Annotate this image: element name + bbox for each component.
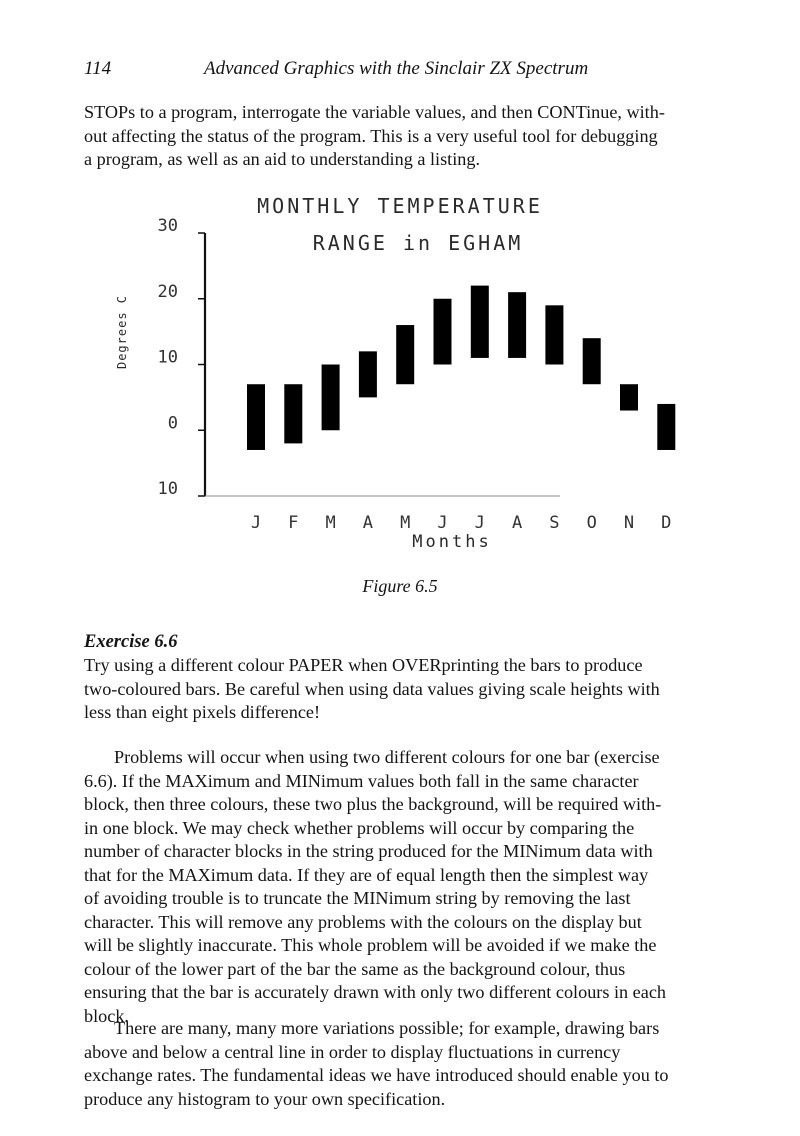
- figure-caption: Figure 6.5: [362, 576, 438, 596]
- text-line: character. This will remove any problems with the colours on the display but: [84, 911, 642, 932]
- paragraph-intro: [84, 101, 716, 172]
- text-line: less than eight pixels difference!: [84, 702, 321, 722]
- text-line: Try using a different colour PAPER when OVERprinting the bars to produce: [84, 655, 643, 675]
- text-line: above and below a central line in order to display fluctuations in currency: [84, 1041, 621, 1062]
- x-tick-label: M: [400, 513, 411, 533]
- y-tick-label: 0: [167, 413, 178, 434]
- y-tick-label: 20: [157, 281, 178, 302]
- text-line: of avoiding trouble is to truncate the MINimum string by removing the last: [84, 888, 631, 908]
- range-bar: [396, 325, 414, 384]
- range-bar: [434, 299, 452, 365]
- x-tick-label: S: [549, 513, 560, 533]
- temperature-range-chart: [0, 180, 800, 560]
- range-bar: [657, 404, 675, 450]
- running-head: [84, 58, 589, 80]
- text-line: in one block. We may check whether problems will occur by comparing the: [84, 817, 635, 838]
- text-line: produce any histogram to your own specification.: [84, 1088, 446, 1109]
- x-tick-label: A: [362, 513, 374, 533]
- text-line: out affecting the status of the program. This is a very useful tool for debugging: [84, 125, 658, 146]
- text-line: ensuring that the bar is accurately drawn with only two different colours in each: [84, 982, 666, 1002]
- x-axis-label: Months: [412, 532, 492, 552]
- range-bar: [471, 286, 489, 358]
- x-tick-label: J: [250, 513, 262, 533]
- x-tick-label: M: [325, 513, 336, 533]
- text-line: colour of the lower part of the bar the same as the background colour, thus: [84, 958, 626, 979]
- x-tick-label: D: [661, 513, 672, 533]
- y-axis-label: Degrees C: [115, 294, 129, 370]
- range-bar: [508, 292, 526, 358]
- x-tick-label: J: [474, 513, 485, 533]
- text-line: two-coloured bars. Be careful when using data values giving scale heights with: [84, 678, 660, 699]
- x-tick-label: A: [511, 513, 523, 533]
- exercise-body: [84, 654, 716, 725]
- text-line: block.: [84, 1005, 129, 1026]
- text-line: 6.6). If the MAXimum and MINimum values both fall in the same character: [84, 770, 639, 791]
- text-line: that for the MAXimum data. If they are of equal length then the simplest way: [84, 864, 649, 885]
- range-bar: [545, 305, 563, 364]
- chart-title: MONTHLY TEMPERATURE: [257, 194, 543, 218]
- range-bar: [247, 384, 265, 450]
- page-number: 114: [84, 58, 112, 79]
- y-tick-label: 10: [157, 479, 178, 499]
- paragraph-problems: [84, 746, 716, 1028]
- y-tick-label: 10: [157, 347, 178, 368]
- range-bar: [620, 384, 638, 410]
- text-line: a program, as well as an aid to understanding a listing.: [84, 149, 480, 169]
- x-tick-label: N: [623, 513, 635, 533]
- x-tick-label: O: [586, 513, 597, 533]
- text-line: number of character blocks in the string produced for the MINimum data with: [84, 841, 653, 861]
- range-bar: [284, 384, 302, 443]
- paragraph-variations: [84, 1017, 716, 1111]
- text-line: There are many, many more variations possible; for example, drawing bars: [114, 1018, 660, 1038]
- text-line: will be slightly inaccurate. This whole problem will be avoided if we make the: [84, 935, 657, 955]
- range-bar: [583, 338, 601, 384]
- x-tick-label: F: [288, 513, 299, 533]
- y-tick-label: 30: [157, 216, 178, 236]
- text-line: STOPs to a program, interrogate the variable values, and then CONTinue, with-: [84, 102, 665, 122]
- chart-subtitle: RANGE in EGHAM: [312, 231, 524, 255]
- x-tick-label: J: [437, 513, 448, 533]
- range-bar: [359, 351, 377, 397]
- exercise-heading: Exercise 6.6: [84, 632, 178, 652]
- text-line: exchange rates. The fundamental ideas we have introduced should enable you to: [84, 1065, 669, 1085]
- text-line: block, then three colours, these two plus the background, will be required with-: [84, 794, 662, 814]
- text-line: Problems will occur when using two different colours for one bar (exercise: [114, 747, 660, 767]
- running-title: Advanced Graphics with the Sinclair ZX Spectrum: [204, 58, 589, 79]
- range-bar: [322, 365, 340, 431]
